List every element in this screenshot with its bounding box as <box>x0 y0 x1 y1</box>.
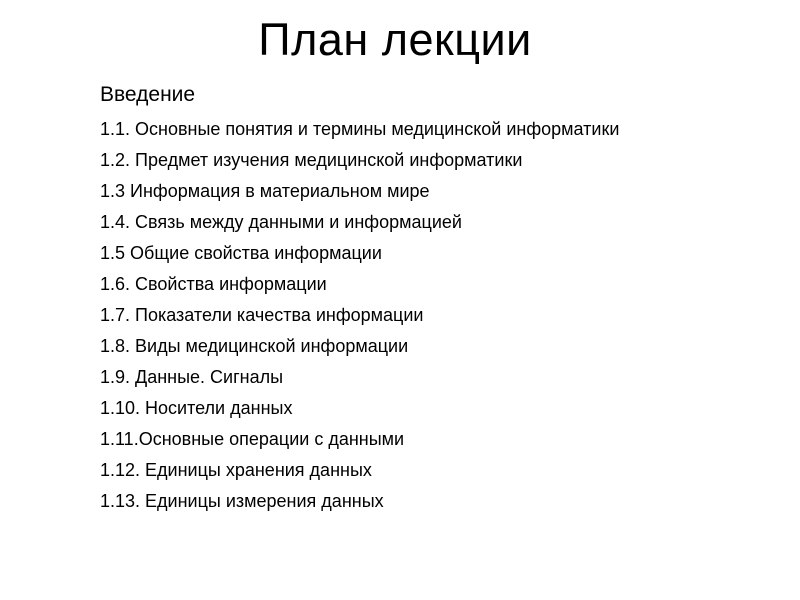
topic-item-1-4: 1.4. Связь между данными и информацией <box>100 212 462 232</box>
topic-item-1-2: 1.2. Предмет изучения медицинской информатики <box>100 150 523 170</box>
topic-list <box>100 114 619 517</box>
topic-item-1-6: 1.6. Свойства информации <box>100 274 327 294</box>
topic-item-1-10: 1.10. Носители данных <box>100 398 293 418</box>
topic-item-1-9: 1.9. Данные. Сигналы <box>100 367 284 387</box>
topic-item-1-13: 1.13. Единицы измерения данных <box>100 491 384 511</box>
topic-item-1-8: 1.8. Виды медицинской информации <box>100 336 409 356</box>
topic-item-1-5: 1.5 Общие свойства информации <box>100 243 382 263</box>
topic-item-1-7: 1.7. Показатели качества информации <box>100 305 424 325</box>
topic-item-1-12: 1.12. Единицы хранения данных <box>100 460 372 480</box>
intro-item: Введение <box>100 83 196 106</box>
topic-item-1-11: 1.11.Основные операции с данными <box>100 429 405 449</box>
topic-item-1-1: 1.1. Основные понятия и термины медицинской информатики <box>100 119 620 139</box>
slide-title: План лекции <box>258 14 532 65</box>
topic-item-1-3: 1.3 Информация в материальном мире <box>100 181 430 201</box>
